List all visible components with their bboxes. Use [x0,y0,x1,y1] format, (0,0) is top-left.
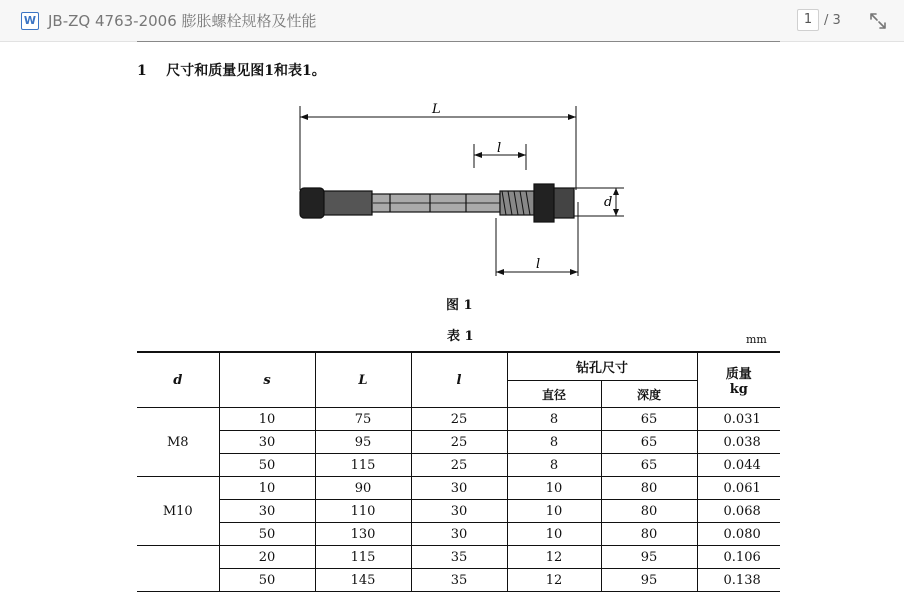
cell-depth: 65 [601,431,697,454]
table-row [137,523,780,546]
cell-d [137,546,219,592]
cell-diameter: 10 [507,500,601,523]
cell-diameter: 8 [507,431,601,454]
cell-mass: 0.038 [697,431,780,454]
cell-depth: 80 [601,523,697,546]
cell-mass: 0.068 [697,500,780,523]
table-title: 表 1 [447,329,474,344]
cell-depth: 65 [601,408,697,431]
section-number: 1 [137,63,147,79]
table-header-row [137,352,780,381]
table-row [137,454,780,477]
figure-label-l-bottom: l [536,257,541,272]
cell-l: 30 [411,500,507,523]
cell-L: 115 [315,454,411,477]
header-s: s [219,352,315,408]
table-row [137,546,780,569]
cell-mass: 0.031 [697,408,780,431]
cell-l: 25 [411,431,507,454]
page-top-rule [137,41,780,42]
header-mass-label: 质量 [725,367,752,382]
section-text: 尺寸和质量见图1和表1。 [166,63,326,79]
cell-s: 50 [219,454,315,477]
figure-label-l-top: l [497,141,502,156]
cell-l: 30 [411,523,507,546]
table-row [137,477,780,500]
cell-depth: 65 [601,454,697,477]
cell-s: 50 [219,569,315,592]
cell-L: 115 [315,546,411,569]
word-document-icon: W [21,12,39,30]
expand-icon[interactable] [868,11,888,31]
cell-L: 145 [315,569,411,592]
cell-l: 35 [411,546,507,569]
header-mass-unit: kg [729,382,748,397]
cell-depth: 95 [601,569,697,592]
cell-L: 130 [315,523,411,546]
header-diameter: 直径 [507,381,601,408]
cell-diameter: 10 [507,477,601,500]
header-mass [697,352,780,408]
table-row [137,431,780,454]
cell-s: 30 [219,431,315,454]
cell-l: 35 [411,569,507,592]
cell-l: 30 [411,477,507,500]
cell-mass: 0.080 [697,523,780,546]
header-L: L [315,352,411,408]
cell-L: 95 [315,431,411,454]
cell-diameter: 8 [507,454,601,477]
cell-l: 25 [411,408,507,431]
viewer-toolbar [0,0,904,42]
cell-depth: 80 [601,500,697,523]
figure-label-d: d [604,195,613,210]
cell-diameter: 8 [507,408,601,431]
header-d: d [137,352,219,408]
spec-table [137,351,780,592]
cell-L: 75 [315,408,411,431]
cell-s: 10 [219,408,315,431]
cell-L: 90 [315,477,411,500]
cell-depth: 80 [601,477,697,500]
cell-s: 20 [219,546,315,569]
header-l: l [411,352,507,408]
cell-mass: 0.106 [697,546,780,569]
table-row [137,408,780,431]
cell-l: 25 [411,454,507,477]
cell-L: 110 [315,500,411,523]
section-heading [137,62,326,80]
cell-s: 10 [219,477,315,500]
cell-diameter: 12 [507,569,601,592]
figure-label-L: L [432,102,441,117]
cell-diameter: 12 [507,546,601,569]
cell-depth: 95 [601,546,697,569]
page-number-input[interactable]: 1 [797,9,819,31]
page-total: / 3 [824,13,841,28]
expansion-bolt-figure [290,98,630,284]
document-title: JB-ZQ 4763-2006 膨胀螺栓规格及性能 [48,12,317,30]
cell-diameter: 10 [507,523,601,546]
cell-s: 30 [219,500,315,523]
header-drill-size: 钻孔尺寸 [507,352,697,381]
cell-mass: 0.044 [697,454,780,477]
figure-caption: 图 1 [446,298,473,313]
cell-d: M10 [137,477,219,546]
cell-mass: 0.138 [697,569,780,592]
header-depth: 深度 [601,381,697,408]
cell-d: M8 [137,408,219,477]
table-row [137,500,780,523]
table-unit: mm [746,333,767,346]
cell-s: 50 [219,523,315,546]
cell-mass: 0.061 [697,477,780,500]
table-row [137,569,780,592]
